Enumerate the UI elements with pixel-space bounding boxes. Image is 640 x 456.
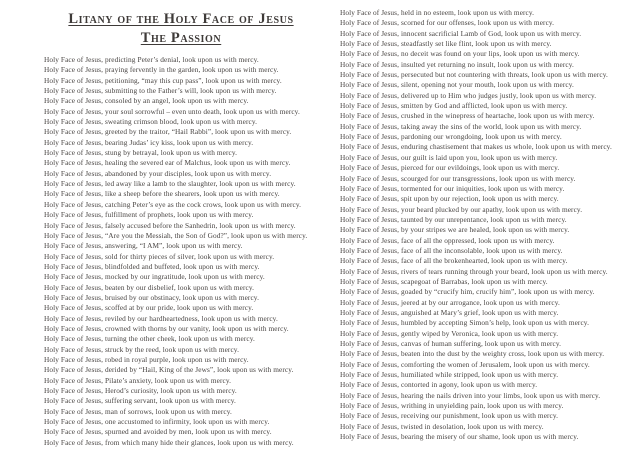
litany-line: Holy Face of Jesus, innocent sacrificial Lamb of God, look upon us with mercy. bbox=[340, 28, 582, 38]
litany-line: Holy Face of Jesus, bearing Judas’ icy kiss, look upon us with mercy. bbox=[44, 137, 254, 147]
litany-line: Holy Face of Jesus, spit upon by our rejection, look upon us with mercy. bbox=[340, 194, 559, 204]
litany-line: Holy Face of Jesus, enduring chastisement that makes us whole, look upon us with mercy. bbox=[340, 142, 612, 152]
litany-line: Holy Face of Jesus, spurned and avoided by men, look upon us with mercy. bbox=[44, 427, 272, 437]
document-title bbox=[44, 10, 318, 48]
litany-line: Holy Face of Jesus, scorned for our offenses, look upon us with mercy. bbox=[340, 18, 555, 28]
litany-line: Holy Face of Jesus, persecuted but not countering with threats, look upon us with mercy. bbox=[340, 70, 608, 80]
litany-line: Holy Face of Jesus, receiving our punishment, look upon us with mercy. bbox=[340, 411, 559, 421]
litany-line: Holy Face of Jesus, greeted by the traitor, “Hail Rabbi”, look upon us with mercy. bbox=[44, 127, 292, 137]
litany-right-lines bbox=[340, 8, 632, 442]
litany-line: Holy Face of Jesus, comforting the women of Jerusalem, look upon us with mercy. bbox=[340, 359, 590, 369]
right-column bbox=[322, 0, 640, 456]
litany-line: Holy Face of Jesus, turning the other cheek, look upon us with mercy. bbox=[44, 334, 255, 344]
litany-line: Holy Face of Jesus, struck by the reed, look upon us with mercy. bbox=[44, 344, 239, 354]
litany-line: Holy Face of Jesus, submitting to the Father’s will, look upon us with mercy. bbox=[44, 86, 277, 96]
litany-line: Holy Face of Jesus, no deceit was found on your lips, look upon us with mercy. bbox=[340, 49, 580, 59]
litany-line: Holy Face of Jesus, sold for thirty pieces of silver, look upon us with mercy. bbox=[44, 251, 275, 261]
litany-line: Holy Face of Jesus, robed in royal purple, look upon us with mercy. bbox=[44, 354, 249, 364]
litany-line: Holy Face of Jesus, pardoning our wrongdoing, look upon us with mercy. bbox=[340, 132, 562, 142]
litany-line: Holy Face of Jesus, gently wiped by Veronica, look upon us with mercy. bbox=[340, 328, 559, 338]
litany-line: Holy Face of Jesus, falsely accused before the Sanhedrin, look upon us with mercy. bbox=[44, 220, 296, 230]
litany-line: Holy Face of Jesus, insulted yet returning no insult, look upon us with mercy. bbox=[340, 59, 574, 69]
litany-line: Holy Face of Jesus, Pilate’s anxiety, look upon us with mercy. bbox=[44, 375, 232, 385]
litany-line: Holy Face of Jesus, derided by “Hail, King of the Jews”, look upon us with mercy. bbox=[44, 365, 294, 375]
litany-line: Holy Face of Jesus, pierced for our evildoings, look upon us with mercy. bbox=[340, 163, 560, 173]
litany-line: Holy Face of Jesus, writhing in unyielding pain, look upon us with mercy. bbox=[340, 401, 564, 411]
litany-line: Holy Face of Jesus, answering, “I AM”, look upon us with mercy. bbox=[44, 241, 243, 251]
litany-line: Holy Face of Jesus, scoffed at by our pride, look upon us with mercy. bbox=[44, 303, 254, 313]
litany-line: Holy Face of Jesus, scapegoat of Barrabas, look upon us with mercy. bbox=[340, 276, 548, 286]
litany-line: Holy Face of Jesus, jeered at by our arrogance, look upon us with mercy. bbox=[340, 297, 560, 307]
litany-line: Holy Face of Jesus, consoled by an angel, look upon us with mercy. bbox=[44, 96, 249, 106]
litany-line: Holy Face of Jesus, “Are you the Messiah, the Son of God?”, look upon us with mercy. bbox=[44, 230, 308, 240]
title-line-2: The Passion bbox=[140, 30, 222, 46]
litany-line: Holy Face of Jesus, sweating crimson blood, look upon us with mercy. bbox=[44, 117, 258, 127]
litany-line: Holy Face of Jesus, goaded by “crucify him, crucify him”, look upon us with mercy. bbox=[340, 287, 595, 297]
litany-line: Holy Face of Jesus, taking away the sins of the world, look upon us with mercy. bbox=[340, 121, 582, 131]
litany-line: Holy Face of Jesus, scourged for our transgressions, look upon us with mercy. bbox=[340, 173, 576, 183]
litany-line: Holy Face of Jesus, by your stripes we are healed, look upon us with mercy. bbox=[340, 225, 570, 235]
litany-line: Holy Face of Jesus, humiliated while stripped, look upon us with mercy. bbox=[340, 370, 559, 380]
litany-line: Holy Face of Jesus, taunted by our unrepentance, look upon us with mercy. bbox=[340, 214, 567, 224]
litany-line: Holy Face of Jesus, predicting Peter’s denial, look upon us with mercy. bbox=[44, 55, 259, 64]
litany-line: Holy Face of Jesus, petitioning, “may this cup pass”, look upon us with mercy. bbox=[44, 75, 282, 85]
litany-line: Holy Face of Jesus, silent, opening not your mouth, look upon us with mercy. bbox=[340, 80, 574, 90]
litany-line: Holy Face of Jesus, face of all the oppressed, look upon us with mercy. bbox=[340, 235, 555, 245]
litany-line: Holy Face of Jesus, catching Peter’s eye as the cock crows, look upon us with mercy. bbox=[44, 199, 302, 209]
litany-line: Holy Face of Jesus, your beard plucked by our apathy, look upon us with mercy. bbox=[340, 204, 583, 214]
litany-line: Holy Face of Jesus, like a sheep before the shearers, look upon us with mercy. bbox=[44, 189, 280, 199]
litany-line: Holy Face of Jesus, bearing the misery of our shame, look upon us with mercy. bbox=[340, 432, 579, 442]
litany-line: Holy Face of Jesus, blindfolded and buffeted, look upon us with mercy. bbox=[44, 261, 260, 271]
litany-line: Holy Face of Jesus, crowned with thorns by our vanity, look upon us with mercy. bbox=[44, 323, 289, 333]
litany-line: Holy Face of Jesus, delivered up to Him who judges justly, look upon us with mercy. bbox=[340, 90, 597, 100]
litany-line: Holy Face of Jesus, smitten by God and afflicted, look upon us with mercy. bbox=[340, 101, 568, 111]
litany-line: Holy Face of Jesus, abandoned by your disciples, look upon us with mercy. bbox=[44, 168, 272, 178]
litany-line: Holy Face of Jesus, crushed in the winepress of heartache, look upon us with mercy. bbox=[340, 111, 595, 121]
litany-line: Holy Face of Jesus, Herod’s curiosity, look upon us with mercy. bbox=[44, 386, 237, 395]
litany-line: Holy Face of Jesus, rivers of tears running through your beard, look upon us with mercy. bbox=[340, 266, 608, 276]
litany-line: Holy Face of Jesus, anguished at Mary’s grief, look upon us with mercy. bbox=[340, 307, 559, 317]
litany-line: Holy Face of Jesus, steadfastly set like flint, look upon us with mercy. bbox=[340, 39, 552, 49]
litany-line: Holy Face of Jesus, led away like a lamb to the slaughter, look upon us with mercy. bbox=[44, 179, 296, 189]
litany-line: Holy Face of Jesus, our guilt is laid upon you, look upon us with mercy. bbox=[340, 152, 558, 162]
litany-line: Holy Face of Jesus, held in no esteem, look upon us with mercy. bbox=[340, 8, 535, 17]
litany-line: Holy Face of Jesus, face of all the inconsolable, look upon us with mercy. bbox=[340, 245, 563, 255]
litany-line: Holy Face of Jesus, canvas of human suffering, look upon us with mercy. bbox=[340, 339, 562, 348]
litany-line: Holy Face of Jesus, tormented for our iniquities, look upon us with mercy. bbox=[340, 183, 565, 193]
litany-line: Holy Face of Jesus, man of sorrows, look upon us with mercy. bbox=[44, 406, 232, 416]
litany-line: Holy Face of Jesus, beaten into the dust by the weighty cross, look upon us with mercy. bbox=[340, 349, 605, 359]
litany-left-lines bbox=[44, 55, 318, 448]
litany-line: Holy Face of Jesus, bruised by our obstinacy, look upon us with mercy. bbox=[44, 292, 259, 302]
litany-line: Holy Face of Jesus, beaten by our disbelief, look upon us with mercy. bbox=[44, 282, 255, 292]
litany-line: Holy Face of Jesus, from which many hide their glances, look upon us with mercy. bbox=[44, 437, 294, 447]
litany-line: Holy Face of Jesus, face of all the brokenhearted, look upon us with mercy. bbox=[340, 256, 568, 266]
litany-line: Holy Face of Jesus, hearing the nails driven into your limbs, look upon us with mercy. bbox=[340, 390, 601, 400]
litany-line: Holy Face of Jesus, one accustomed to infirmity, look upon us with mercy. bbox=[44, 417, 270, 427]
litany-line: Holy Face of Jesus, praying fervently in the garden, look upon us with mercy. bbox=[44, 65, 279, 75]
litany-line: Holy Face of Jesus, reviled by our hardheartedness, look upon us with mercy. bbox=[44, 313, 278, 323]
litany-line: Holy Face of Jesus, healing the severed ear of Malchus, look upon us with mercy. bbox=[44, 158, 291, 168]
litany-line: Holy Face of Jesus, mocked by our ingratitude, look upon us with mercy. bbox=[44, 272, 265, 282]
title-line-1: Litany of the Holy Face of Jesus bbox=[68, 11, 294, 27]
litany-line: Holy Face of Jesus, suffering servant, look upon us with mercy. bbox=[44, 396, 236, 406]
litany-line: Holy Face of Jesus, twisted in desolation, look upon us with mercy. bbox=[340, 421, 544, 431]
litany-line: Holy Face of Jesus, humbled by accepting Simon’s help, look upon us with mercy. bbox=[340, 318, 589, 328]
litany-line: Holy Face of Jesus, contorted in agony, look upon us with mercy. bbox=[340, 380, 538, 390]
litany-line: Holy Face of Jesus, your soul sorrowful – even unto death, look upon us with mercy. bbox=[44, 106, 300, 116]
litany-line: Holy Face of Jesus, fulfillment of prophets, look upon us with mercy. bbox=[44, 210, 254, 220]
litany-line: Holy Face of Jesus, stung by betrayal, look upon us with mercy. bbox=[44, 148, 238, 158]
